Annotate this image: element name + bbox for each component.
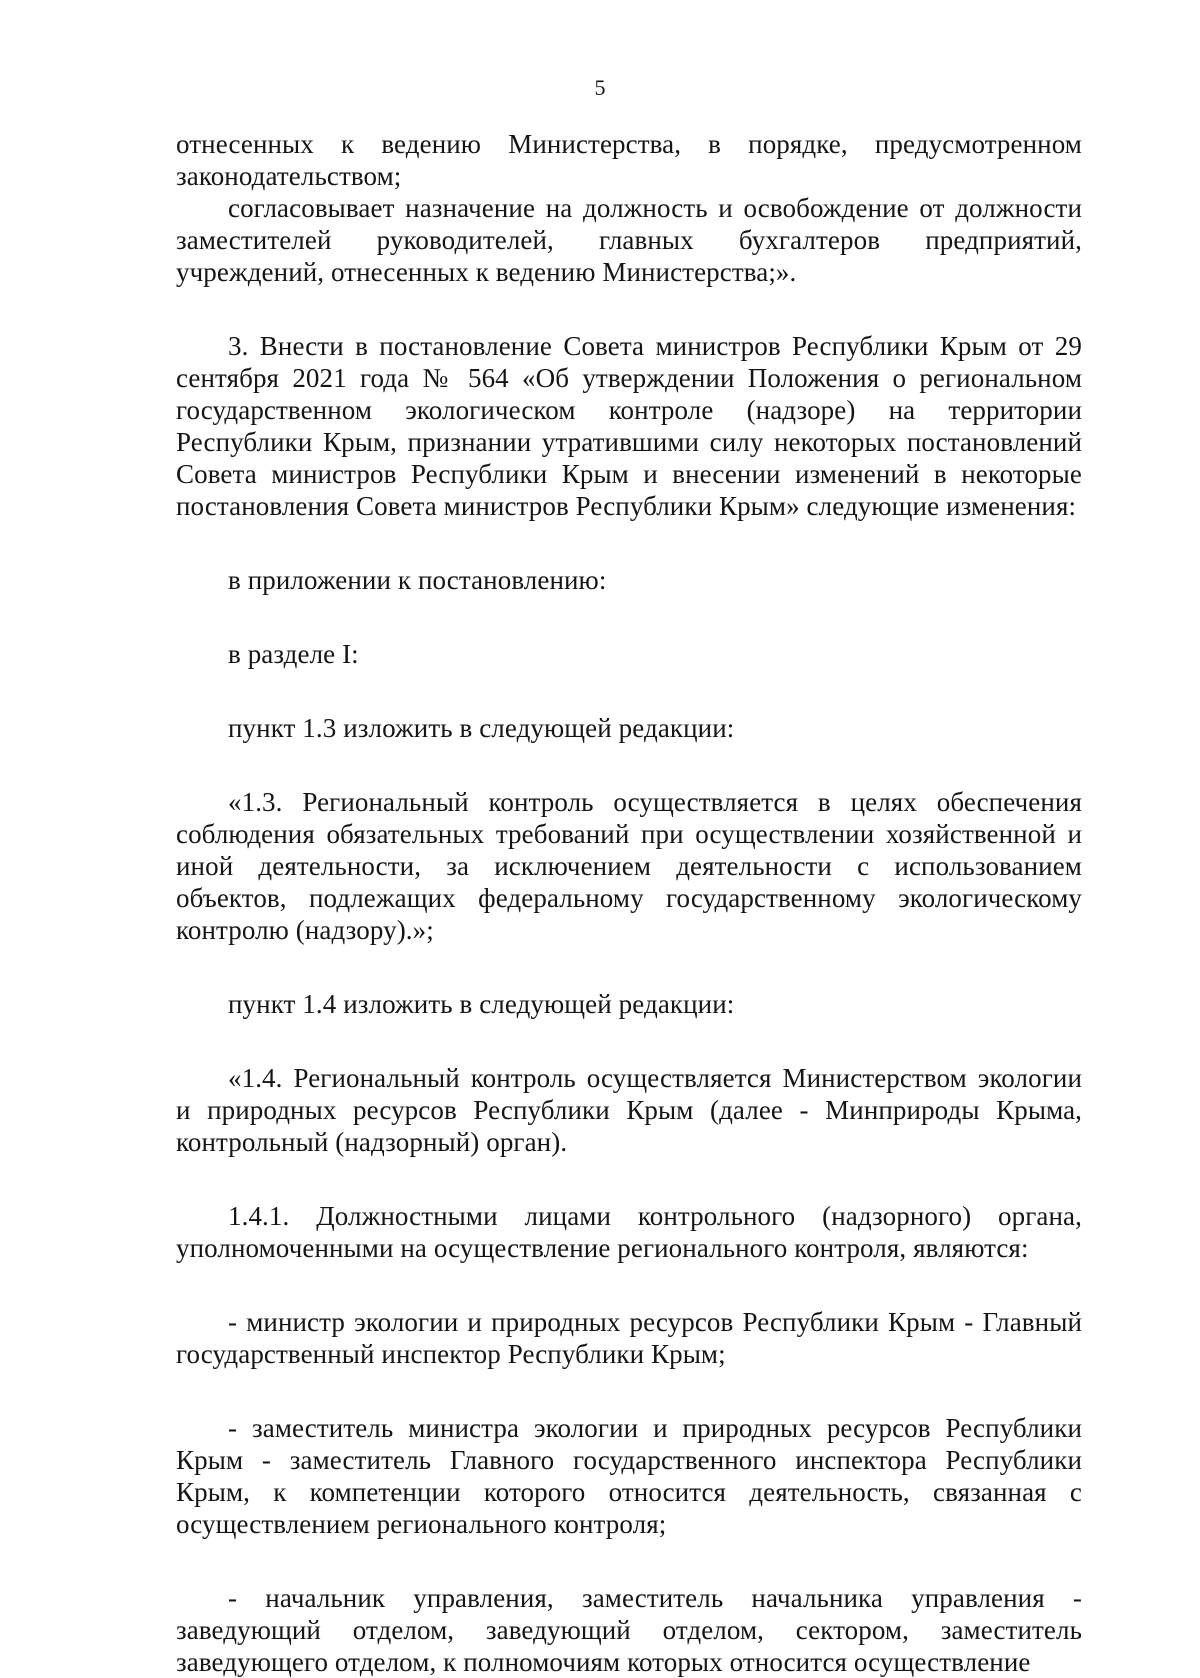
paragraph-section-1: в разделе I: xyxy=(228,639,359,669)
page-number: 5 xyxy=(594,75,606,100)
paragraph-clause-1-3-text: «1.3. Региональный контроль осуществляется в целях обеспечения соблюдения обязательных требований при осуществлении хозяйственной и иной деятельности, за исключением деятельности с использованием объектов, подлежащих федеральному государственному экологическому контролю (надзору).»; xyxy=(176,787,1082,945)
paragraph-clause-1-4-text: «1.4. Региональный контроль осуществляется Министерством экологии и природных ресурсов Республики Крым (далее - Минприроды Крыма, контрольный (надзорный) орган). xyxy=(176,1063,1082,1157)
paragraph-clause-1-4-1: 1.4.1. Должностными лицами контрольного (надзорного) органа, уполномоченными на осуществление регионального контроля, являются: xyxy=(176,1201,1082,1263)
list-item-minister: - министр экологии и природных ресурсов Республики Крым - Главный государственный инспектор Республики Крым; xyxy=(176,1307,1082,1369)
list-item-deputy-minister: - заместитель министра экологии и природных ресурсов Республики Крым - заместитель Главного государственного инспектора Республики Крым, к компетенции которого относится деятельность, связанная с осуществлением регионального контроля; xyxy=(176,1413,1082,1539)
paragraph-approval-duties: согласовывает назначение на должность и освобождение от должности заместителей руководителей, главных бухгалтеров предприятий, учреждений, отнесенных к ведению Министерства;». xyxy=(176,193,1082,287)
paragraph-continuation: отнесенных к ведению Министерства, в порядке, предусмотренном законодательством; xyxy=(176,129,1082,191)
paragraph-item-3: 3. Внести в постановление Совета министров Республики Крым от 29 сентября 2021 года № 564 «Об утверждении Положения о региональном государственном экологическом контроле (надзоре) на территории Республики Крым, признании утратившими силу некоторых постановлений Совета министров Республики Крым и внесении изменений в некоторые постановления Совета министров Республики Крым» следующие изменения: xyxy=(176,331,1082,521)
paragraph-clause-1-4-intro: пункт 1.4 изложить в следующей редакции: xyxy=(228,989,735,1019)
paragraph-appendix: в приложении к постановлению: xyxy=(228,565,607,595)
paragraph-clause-1-3-intro: пункт 1.3 изложить в следующей редакции: xyxy=(228,713,735,743)
document-body xyxy=(176,128,1082,1678)
list-item-department-head: - начальник управления, заместитель начальника управления - заведующий отделом, заведующий отделом, сектором, заместитель заведующего отделом, к полномочиям которых относится осуществление xyxy=(176,1583,1082,1677)
